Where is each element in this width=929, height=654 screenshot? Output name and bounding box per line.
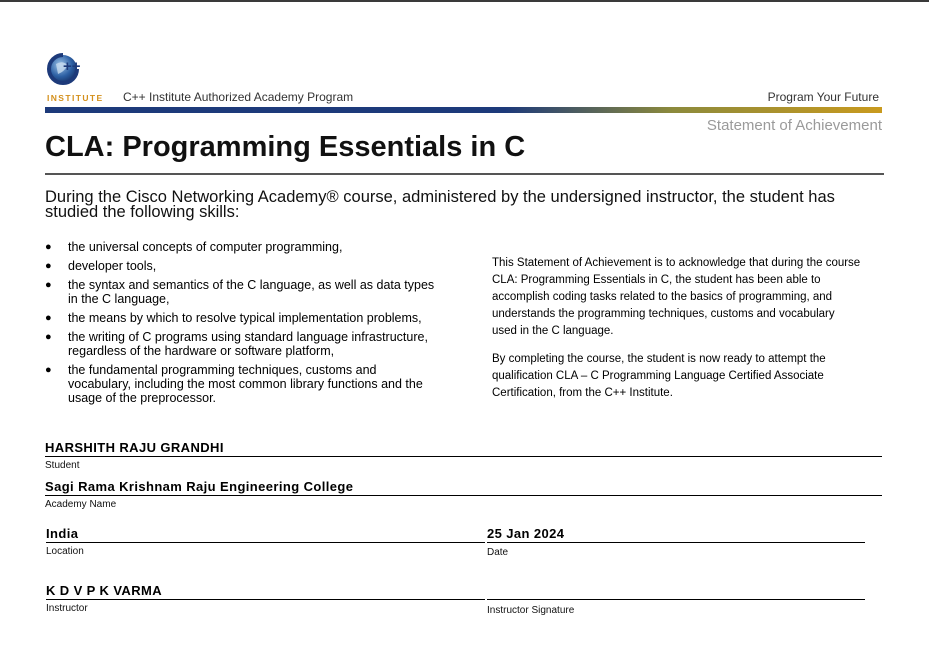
logo-plus-text: ++: [63, 58, 81, 75]
list-item: ● the syntax and semantics of the C language, as well as data types in the C language,: [45, 278, 435, 306]
location-value: India: [46, 526, 79, 541]
student-line: [45, 456, 882, 457]
location-line: [46, 542, 485, 543]
list-item: ● developer tools,: [45, 259, 157, 273]
instructor-line: [46, 599, 485, 600]
bullet-icon: ●: [45, 364, 52, 376]
logo-letter: [56, 52, 57, 53]
skills-list: [45, 240, 435, 410]
instructor-name: K D V P K VARMA: [46, 583, 163, 598]
signature-label: Instructor Signature: [487, 605, 575, 616]
list-item: ● the fundamental programming techniques, customs and vocabulary, including the most common library functions and the usage of the preprocessor.: [45, 363, 423, 405]
bullet-icon: ●: [45, 260, 52, 272]
signature-line: [487, 599, 865, 600]
bullet-icon: ●: [45, 331, 52, 343]
academy-label: Academy Name: [45, 499, 117, 510]
bullet-icon: ●: [45, 241, 52, 253]
title-divider: [45, 173, 884, 175]
date-label: Date: [487, 547, 509, 558]
date-value: 25 Jan 2024: [487, 526, 565, 541]
tagline: Program Your Future: [767, 90, 879, 104]
date-line: [487, 542, 865, 543]
academy-name: Sagi Rama Krishnam Raju Engineering College: [45, 479, 354, 494]
statement-paragraph: This Statement of Achievement is to acknowledge that during the course CLA: Programming Essentials in C, the student has been able to accomplish coding tasks related to the basics of programming, and understands the programming techniques, customs and vocabulary used in the C language.: [492, 257, 861, 337]
location-label: Location: [46, 546, 84, 557]
course-title: CLA: Programming Essentials in C: [45, 131, 526, 163]
statement-label: Statement of Achievement: [706, 117, 882, 134]
statement-text: [492, 255, 862, 413]
list-item: ● the universal concepts of computer programming,: [45, 240, 343, 254]
top-border: [0, 0, 929, 2]
student-label: Student: [45, 460, 80, 471]
bullet-icon: ●: [45, 312, 52, 324]
academy-line: [45, 495, 882, 496]
instructor-label: Instructor: [46, 603, 88, 614]
program-name: C++ Institute Authorized Academy Program: [123, 90, 354, 104]
bullet-icon: ●: [45, 279, 52, 291]
header-color-bar: [45, 107, 882, 113]
list-item: ● the writing of C programs using standard language infrastructure, regardless of the hardware or software platform,: [45, 330, 428, 358]
list-item: ● the means by which to resolve typical implementation problems,: [45, 311, 422, 325]
logo-institute-text: INSTITUTE: [47, 93, 104, 103]
statement-paragraph: By completing the course, the student is now ready to attempt the qualification CLA – C Programming Language Certified Associate Certification, from the C++ Institute.: [492, 353, 826, 399]
student-name: HARSHITH RAJU GRANDHI: [45, 440, 224, 455]
intro-text: During the Cisco Networking Academy® course, administered by the undersigned instructor, the student has studied the following skills:: [45, 188, 835, 221]
